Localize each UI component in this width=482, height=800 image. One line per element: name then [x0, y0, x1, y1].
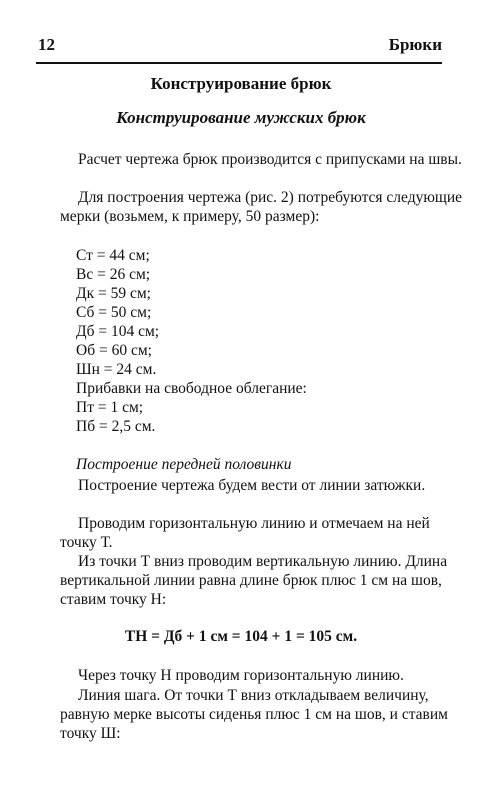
intro-paragraph: Расчет чертежа брюк производится с припусками на швы. [78, 151, 462, 168]
body-paragraph: Построение чертежа будем вести от линии затюжки. [78, 477, 426, 494]
allowance-item: Пт = 1 см; [76, 399, 144, 416]
measurement-item: Шн = 24 см. [76, 361, 157, 378]
body-paragraph: Через точку Н проводим горизонтальную линию. [78, 667, 404, 684]
formula: ТН = Дб + 1 см = 104 + 1 = 105 см. [124, 628, 358, 645]
allowance-item: Пб = 2,5 см. [76, 418, 156, 435]
measurement-item: Об = 60 см; [76, 342, 152, 359]
intro-paragraph: Для построения чертежа (рис. 2) потребуются следующие мерки (возьмем, к примеру, 50 размер): [60, 189, 463, 225]
measurement-item: Ст = 44 см; [76, 247, 150, 264]
body-paragraph: Из точки Т вниз проводим вертикальную линию. Длина вертикальной линии равна длине брюк плюс 1 см на шов, ставим точку Н: [60, 553, 448, 608]
running-header [36, 32, 442, 64]
chapter-title: Конструирование брюк [150, 74, 332, 93]
measurement-item: Дк = 59 см; [76, 285, 151, 302]
section-subtitle: Конструирование мужских брюк [116, 108, 366, 127]
measurement-item: Дб = 104 см; [76, 323, 160, 340]
measurement-item: Вс = 26 см; [76, 266, 151, 283]
allowance-heading: Прибавки на свободное облегание: [76, 380, 307, 397]
measurement-item: Сб = 50 см; [76, 304, 152, 321]
page-number: 12 [38, 35, 55, 54]
body-paragraph: Линия шага. От точки Т вниз откладываем величину, равную мерке высоты сиденья плюс 1 см на шов, и ставим точку Ш: [60, 687, 448, 742]
section-title: Брюки [388, 35, 442, 54]
subsection-heading: Построение передней половинки [76, 456, 292, 473]
body-paragraph: Проводим горизонтальную линию и отмечаем на ней точку Т. [60, 515, 430, 551]
